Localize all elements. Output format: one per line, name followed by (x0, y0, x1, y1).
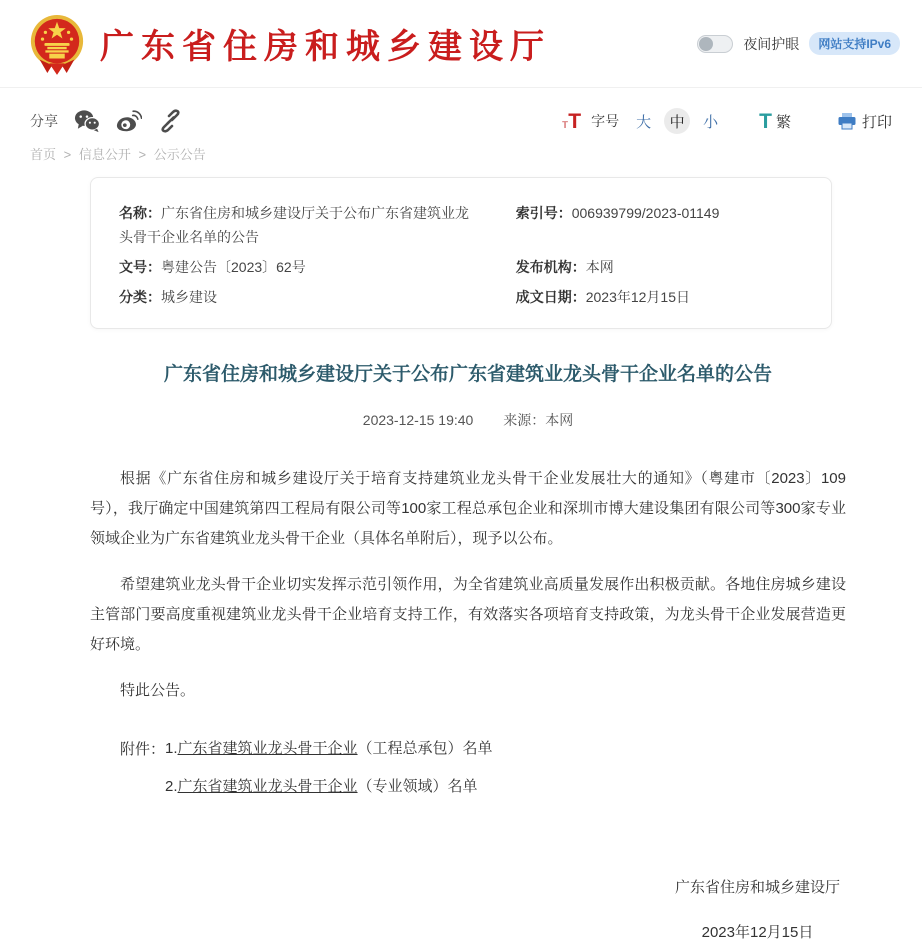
doc-number-cell: 文号：粤建公告〔2023〕62号 (119, 259, 306, 275)
publish-time: 2023-12-15 19:40 (362, 411, 474, 428)
signature-block (90, 876, 846, 942)
share-label: 分享 (30, 113, 58, 129)
signature-name: 广东省住房和城乡建设厅 (674, 878, 840, 896)
doc-category-cell: 分类：城乡建设 (119, 289, 217, 305)
night-mode-label: 夜间护眼 (743, 35, 800, 52)
font-size-large-button[interactable]: 大 (636, 113, 652, 131)
site-header (0, 0, 922, 88)
wechat-share-icon[interactable] (74, 108, 100, 134)
doc-index-cell: 索引号：006939799/2023-01149 (515, 205, 720, 221)
article-title: 广东省住房和城乡建设厅关于公布广东省建筑业龙头骨干企业名单的公告 (163, 364, 772, 385)
font-size-medium-button[interactable]: 中 (664, 108, 690, 134)
weibo-share-icon[interactable] (116, 108, 142, 134)
article-source: 来源：本网 (503, 411, 574, 428)
print-button[interactable]: 打印 (837, 111, 892, 132)
site-title: 广东省住房和城乡建设厅 (100, 28, 551, 66)
attachments-label: 附件： (120, 740, 166, 758)
toolbar (0, 88, 922, 134)
doc-name-cell: 名称：广东省住房和城乡建设厅关于公布广东省建筑业龙头骨干企业名单的公告 (119, 205, 469, 245)
breadcrumb-public-notice[interactable]: 公示公告 (153, 147, 206, 162)
traditional-t-icon: T (759, 109, 772, 133)
paragraph-1: 根据《广东省住房和城乡建设厅关于培育支持建筑业龙头骨干企业发展壮大的通知》（粤建市〔2023〕109号），我厅确定中国建筑第四工程局有限公司等100家工程总承包企业和深圳市博大建设集团有限公司等300家专业领域企业为广东省建筑业龙头骨干企业（具体名单附后），现予以公布。 (90, 469, 846, 547)
attachment-item-1: 1.广东省建筑业龙头骨干企业（工程总承包）名单 (165, 739, 493, 757)
breadcrumb-separator: > (138, 147, 147, 162)
article-body (90, 464, 846, 706)
breadcrumb-home[interactable]: 首页 (30, 147, 57, 162)
attachment-item-2: 2.广东省建筑业龙头骨干企业（专业领域）名单 (165, 777, 478, 795)
copy-link-icon[interactable] (158, 108, 184, 134)
attachment-link-1[interactable]: 广东省建筑业龙头骨干企业 (177, 739, 358, 757)
traditional-chinese-button[interactable]: T 繁 (759, 109, 791, 133)
signature-date: 2023年12月15日 (701, 923, 814, 941)
breadcrumb-separator: > (63, 147, 72, 162)
paragraph-3: 特此公告。 (120, 681, 196, 699)
paragraph-2: 希望建筑业龙头骨干企业切实发挥示范引领作用，为全省建筑业高质量发展作出积极贡献。各地住房城乡建设主管部门要高度重视建筑业龙头骨干企业培育支持工作，有效落实各项培育支持政策，为龙头骨干企业发展营造更好环境。 (90, 575, 846, 653)
article-meta (90, 410, 846, 430)
toggle-knob (699, 37, 713, 51)
attachment-link-2[interactable]: 广东省建筑业龙头骨干企业 (177, 777, 358, 795)
ipv6-badge: 网站支持IPv6 (809, 32, 900, 55)
article (90, 361, 846, 942)
breadcrumb (0, 134, 922, 163)
night-mode-toggle[interactable] (697, 35, 733, 53)
doc-publisher-cell: 发布机构：本网 (515, 259, 614, 275)
font-size-small-button[interactable]: 小 (703, 113, 719, 131)
breadcrumb-info-disclosure[interactable]: 信息公开 (78, 147, 131, 162)
document-info-card (90, 177, 832, 329)
font-size-label: 字号 (591, 113, 620, 129)
printer-icon (837, 112, 857, 130)
attachments-section (90, 738, 846, 814)
font-size-icon: тT (561, 109, 582, 133)
national-emblem-logo (28, 13, 86, 75)
doc-date-cell: 成文日期：2023年12月15日 (515, 289, 691, 305)
